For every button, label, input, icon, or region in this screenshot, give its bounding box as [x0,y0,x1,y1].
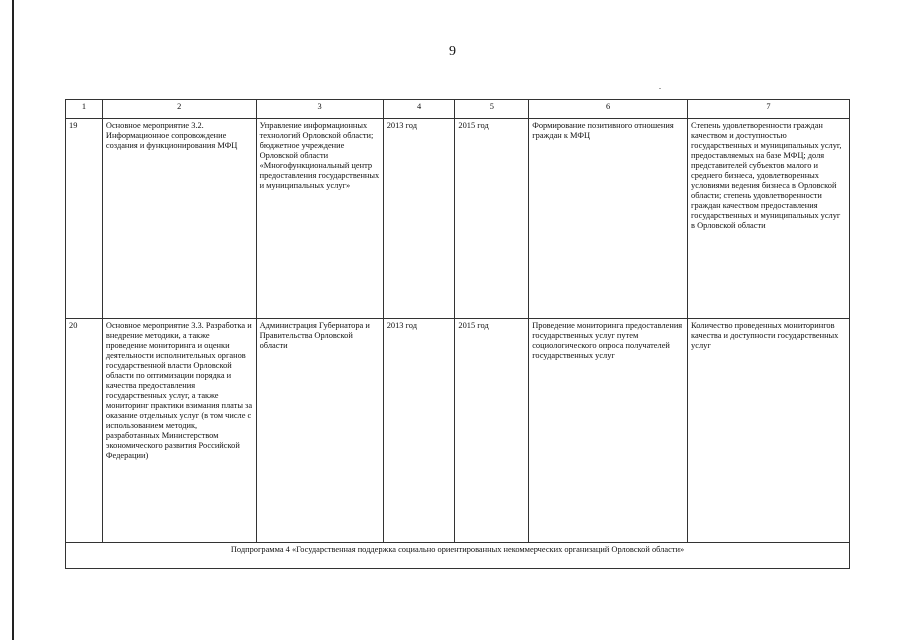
table-row [66,119,850,318]
program-table [65,99,850,569]
indicators: Степень удовлетворенности граждан качеством и доступностью государственных и муниципальных услуг, предоставляемых на базе МФЦ; доля представителей субъектов малого и среднего бизнеса, удовлетворенных условиями ведения бизнеса в Орловской области; степень удовлетворенности граждан качеством предоставления государственных и муниципальных услуг в Орловской области [688,119,850,318]
page-number: 9 [449,44,456,59]
header-cell: 4 [383,100,455,119]
executor: Администрация Губернатора и Правительства Орловской области [256,318,383,543]
header-cell: 5 [455,100,529,119]
end-year: 2015 год [455,119,529,318]
header-cell: 3 [256,100,383,119]
row-number: 19 [66,119,103,318]
header-cell: 6 [529,100,688,119]
page-left-border [12,0,14,640]
scan-speck: . [659,82,661,91]
expected-result: Проведение мониторинга предоставления государственных услуг путем социологического опроса получателей государственных услуг [529,318,688,543]
indicators: Количество проведенных мониторингов качества и доступности государственных услуг [688,318,850,543]
event-name: Основное мероприятие 3.3. Разработка и внедрение методики, а также проведение мониторинга и оценки деятельности исполнительных органов государственной власти Орловской области по оптимизации порядка и качества предоставления государственных услуг, а также мониторинг практики взимания платы за оказание отдельных услуг (в том числе с использованием методик, разработанных Министерством экономического развития Российской Федерации) [102,318,256,543]
event-name: Основное мероприятие 3.2. Информационное сопровождение создания и функционирования МФЦ [102,119,256,318]
subprogram-row [66,543,850,569]
table-header-row [66,100,850,119]
subprogram-title: Подпрограмма 4 «Государственная поддержка социально ориентированных некоммерческих организаций Орловской области» [66,543,850,569]
header-cell: 1 [66,100,103,119]
start-year: 2013 год [383,318,455,543]
end-year: 2015 год [455,318,529,543]
table-row [66,318,850,543]
row-number: 20 [66,318,103,543]
executor: Управление информационных технологий Орловской области; бюджетное учреждение Орловской области «Многофункциональный центр предоставления государственных и муниципальных услуг» [256,119,383,318]
header-cell: 2 [102,100,256,119]
expected-result: Формирование позитивного отношения граждан к МФЦ [529,119,688,318]
header-cell: 7 [688,100,850,119]
start-year: 2013 год [383,119,455,318]
